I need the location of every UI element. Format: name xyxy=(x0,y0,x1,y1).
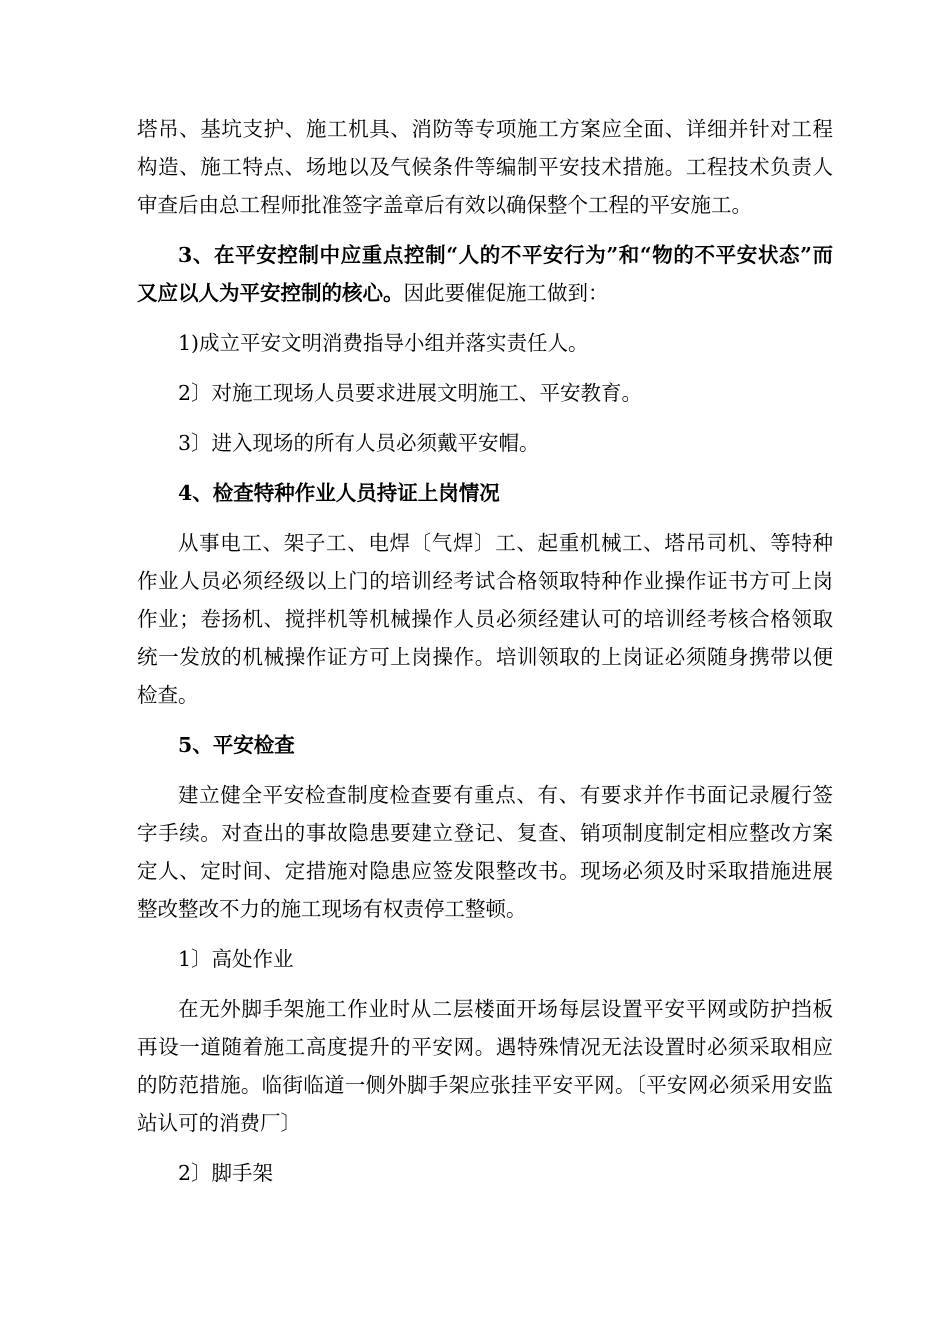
section-3-paragraph xyxy=(137,236,833,312)
section-4-heading: 4、检查特种作业人员持证上岗情况 xyxy=(178,481,500,505)
list-item: 2〕对施工现场人员要求进展文明施工、平安教育。 xyxy=(178,381,643,405)
subsection-body-high-work: 在无外脚手架施工作业时从二层楼面开场每层设置平安平网或防护挡板再设一道随着施工高度提升的平安网。遇特殊情况无法设置时必须采取相应的防范措施。临街临道一侧外脚手架应张挂平安平网。〔平安网必须采用安监站认可的消费厂〕 xyxy=(137,997,833,1135)
section-3-text: 因此要催促施工做到： xyxy=(403,281,609,305)
intro-paragraph: 塔吊、基坑支护、施工机具、消防等专项施工方案应全面、详细并针对工程构造、施工特点、场地以及气候条件等编制平安技术措施。工程技术负责人审查后由总工程师批准签字盖章后有效以确保整个工程的平安施工。 xyxy=(137,117,833,217)
section-5-body: 建立健全平安检查制度检查要有重点、有、有要求并作书面记录履行签字手续。对查出的事故隐患要建立登记、复查、销项制度制定相应整改方案定人、定时间、定措施对隐患应签发限整改书。现场必须及时采取措施进展整改整改不力的施工现场有权责停工整顿。 xyxy=(137,783,833,921)
list-item: 1)成立平安文明消费指导小组并落实责任人。 xyxy=(178,331,589,355)
section-5-heading: 5、平安检查 xyxy=(178,733,295,757)
document-page xyxy=(137,110,833,1204)
section-3-heading: 3、在平安控制中应重点控制“人的不平安行为”和“物的不平安状态”而又应以人为平安控制的核心。 xyxy=(137,243,833,305)
list-item: 3〕进入现场的所有人员必须戴平安帽。 xyxy=(178,431,540,455)
subsection-title-scaffold: 2〕脚手架 xyxy=(178,1161,274,1185)
section-4-body: 从事电工、架子工、电焊〔气焊〕工、起重机械工、塔吊司机、等特种作业人员必须经级以上门的培训经考试合格领取特种作业操作证书方可上岗作业；卷扬机、搅拌机等机械操作人员必须经建认可的培训经考核合格领取统一发放的机械操作证方可上岗操作。培训领取的上岗证必须随身携带以便检查。 xyxy=(137,531,833,707)
subsection-title-high-work: 1〕高处作业 xyxy=(178,947,294,971)
